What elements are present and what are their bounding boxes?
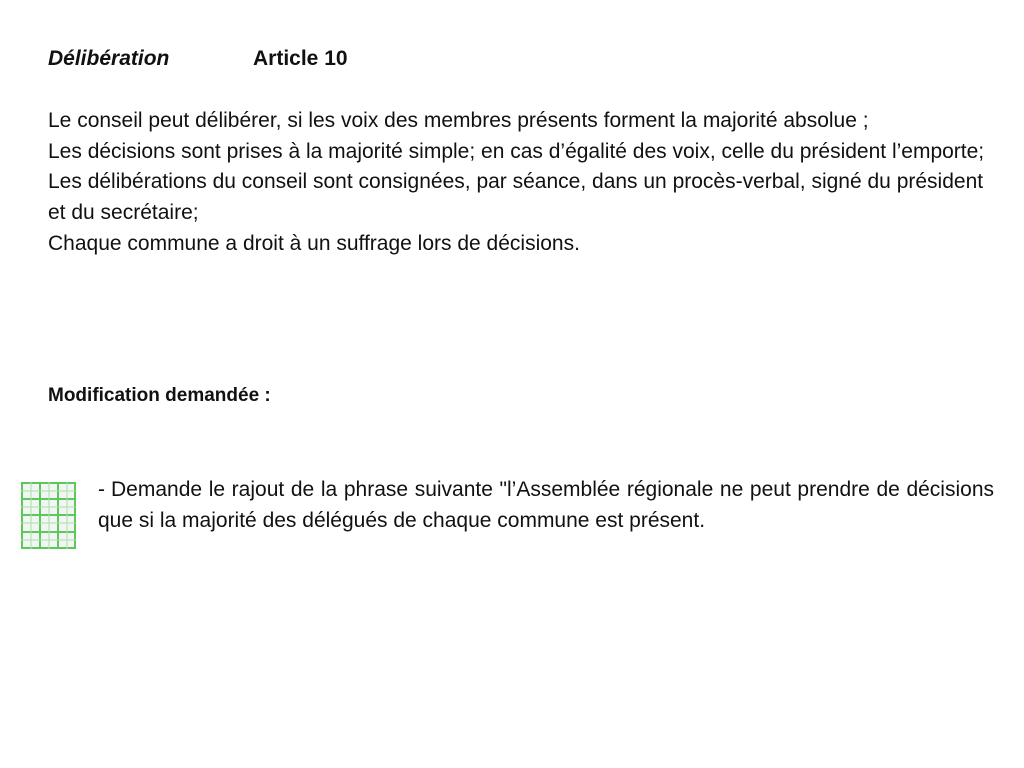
request-text: Demande le rajout de la phrase suivante "l’Assemblée régionale ne peut prendre de décisions que si la majorité des délégués de chaque commune est présent.: [98, 478, 994, 532]
article-body: [48, 106, 988, 260]
article-paragraph: Le conseil peut délibérer, si les voix des membres présents forment la majorité absolue ;: [48, 109, 869, 132]
modification-request: [98, 475, 994, 536]
article-paragraph: Chaque commune a droit à un suffrage lors de décisions.: [48, 231, 580, 255]
article-heading: [48, 45, 348, 73]
grid-icon: [21, 482, 76, 549]
section-label: Délibération: [48, 47, 170, 70]
article-paragraph: Les décisions sont prises à la majorité simple; en cas d’égalité des voix, celle du président l’emporte;: [48, 139, 985, 163]
article-paragraph: Les délibérations du conseil sont consignées, par séance, dans un procès-verbal, signé du président et du secrétaire;: [48, 170, 984, 225]
modification-title: Modification demandée :: [48, 385, 271, 406]
article-number: Article 10: [253, 47, 348, 70]
bullet-dash: -: [98, 478, 105, 501]
